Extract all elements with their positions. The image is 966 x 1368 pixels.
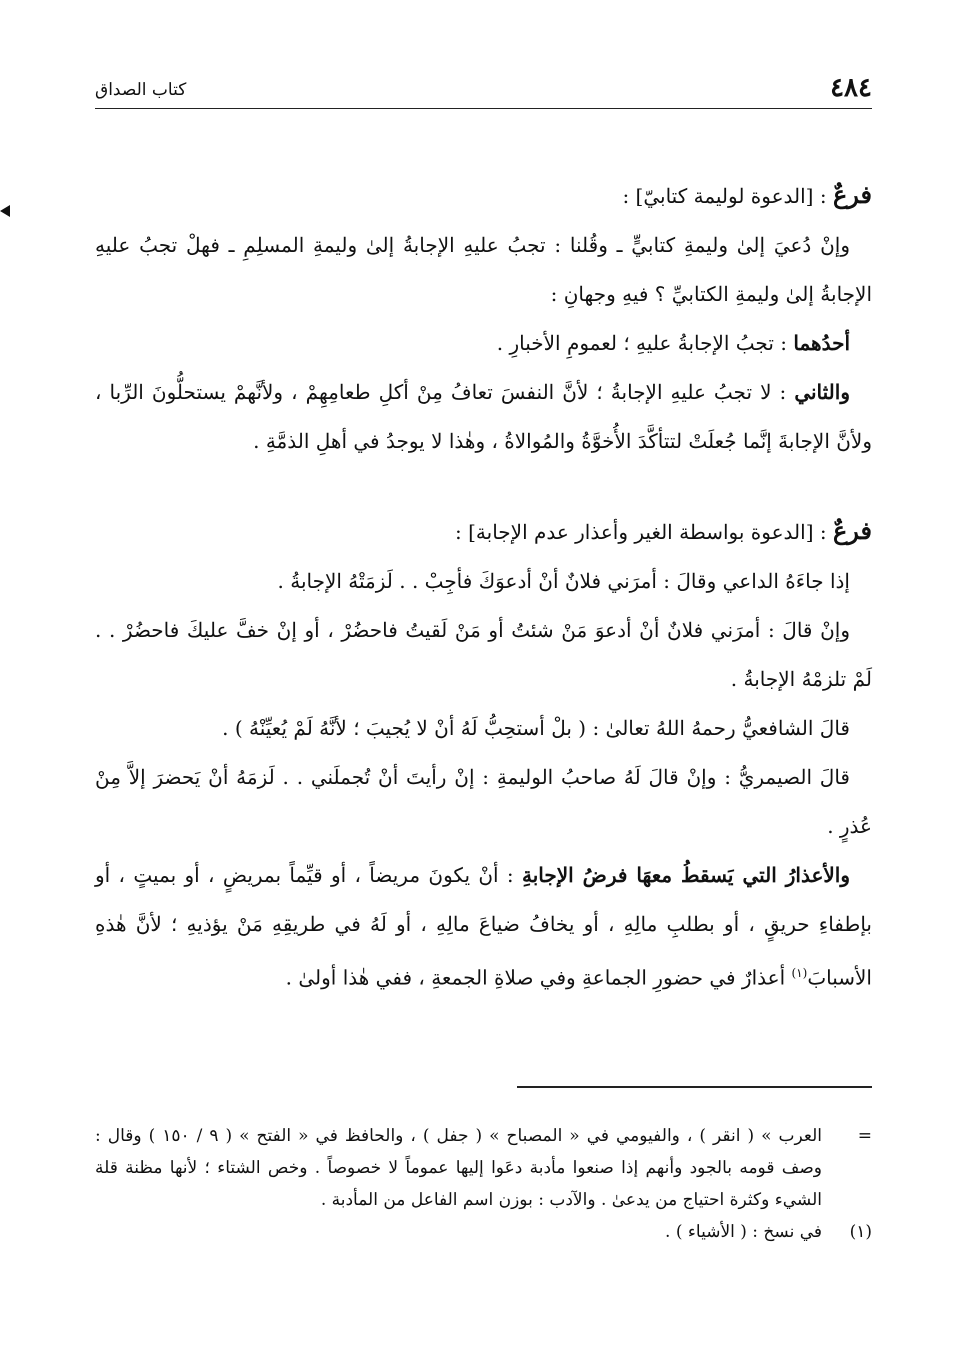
- paragraph-text: وإنْ دُعيَ إلىٰ وليمةِ كتابيٍّ ـ وقُلنا : تجبُ عليهِ الإجابةُ إلىٰ وليمةِ المسلِمِ ـ فهلْ تجبُ عليهِ الإجابةُ إلىٰ وليمةِ الكتابيِّ ؟ فيهِ وجهانِ :: [95, 233, 872, 306]
- paragraph: [95, 753, 872, 851]
- heading-keyword: فرعٌ: [832, 180, 872, 209]
- main-text: [95, 170, 872, 1003]
- footnote-continuation: [95, 1120, 872, 1216]
- footnote-ref[interactable]: (١): [791, 966, 808, 980]
- paragraph-text-after: أعذارٌ في حضورِ الجماعةِ وفي صلاةِ الجمعةِ ، ففي هٰذا أولىٰ .: [285, 965, 792, 990]
- section-heading: [95, 170, 872, 221]
- section-kitabi-invitation: [95, 170, 872, 466]
- section-invitation-excuses: [95, 506, 872, 1003]
- margin-arrow-icon: [0, 205, 10, 217]
- paragraph-text: قالَ الشافعيُّ رحمهُ اللهُ تعالىٰ : ( بلْ أستحِبُّ لَهُ أنْ لا يُجيبَ ؛ لأنَّهُ لَمْ يُعيِّنْهُ ) .: [222, 716, 850, 740]
- paragraph-text: : تجبُ الإجابةُ عليهِ ؛ لعمومِ الأخبارِ .: [496, 331, 794, 355]
- paragraph: [95, 319, 872, 368]
- paragraph-text: إذا جاءَهُ الداعي وقالَ : أمرَني فلانٌ أنْ أدعوَكَ فأجِبْ . . لَزمَتْهُ الإجابةُ .: [277, 569, 850, 593]
- footnotes: [95, 1120, 872, 1248]
- footnote-text: العرب » ( انقر ) ، والفيومي في « المصباح » ( جفل ) ، والحافظ في « الفتح » ( ٩ / ١٥٠ ) وقال : وصف قومه بالجود وأنهم إذا صنعوا مأدبة دعَوا إليها عموماً لا خصوصاً . وخص الشتاء ؛ لأنها مظنة قلة الشيء وكثرة احتياج من يدعىٰ . والآدب : بوزن اسم الفاعل من المأدبة .: [95, 1126, 822, 1210]
- footnote: [95, 1216, 872, 1248]
- footnote-number: (١): [849, 1222, 872, 1242]
- paragraph: [95, 221, 872, 319]
- page-number: ٤٨٤: [830, 73, 872, 103]
- paragraph-lead: أحدُهما: [793, 331, 850, 355]
- heading-title: : [الدعوة بواسطة الغير وأعذار عدم الإجابة] :: [455, 520, 833, 544]
- paragraph-text: قالَ الصيمريُّ : وإنْ قالَ لَهُ صاحبُ الوليمةِ : إنْ رأيتَ أنْ تُجملَني . . لَزمَهُ أنْ يَحضرَ إلاَّ مِنْ عُذرٍ .: [95, 765, 872, 838]
- paragraph: [95, 704, 872, 753]
- footnote-text: في نسخ : ( الأشياء ) .: [665, 1222, 822, 1242]
- running-title: كتاب الصداق: [95, 80, 187, 100]
- continuation-marker: =: [857, 1126, 872, 1146]
- paragraph: [95, 606, 872, 704]
- paragraph: [95, 557, 872, 606]
- paragraph: [95, 851, 872, 1003]
- paragraph: [95, 368, 872, 466]
- paragraph-lead: والأعذارُ التي يَسقطُ معهَا فرضُ الإجابةِ: [522, 863, 851, 887]
- paragraph-lead: والثاني: [794, 380, 850, 404]
- paragraph-text: : لا تجبُ عليهِ الإجابةُ ؛ لأنَّ النفسَ تعافُ مِنْ أكلِ طعامِهِمْ ، ولأنَّهمْ يستحلُّونَ الرِّبا ، ولأنَّ الإجابةَ إنَّما جُعلَتْ لتتأكَّدَ الأُخوَّةُ والمُوالاةُ ، وهٰذا لا يوجدُ في أهلِ الذمَّةِ .: [95, 380, 872, 453]
- paragraph-text: : أنْ يكونَ مريضاً ، أو قيِّماً بمريضٍ ، أو بميتٍ ، أو بإطفاءِ حريقٍ ، أو بطلبِ مالِهِ ، أو يخافُ ضياعَ مالِهِ ، أو لَهُ في طريقِهِ مَنْ يؤذيهِ ؛ لأنَّ هٰذهِ الأسبابَ: [95, 863, 872, 990]
- heading-title: : [الدعوة لوليمة كتابيّ] :: [622, 184, 833, 208]
- heading-keyword: فرعٌ: [832, 516, 872, 545]
- page-header: [95, 72, 872, 109]
- section-heading: [95, 506, 872, 557]
- paragraph-text: وإنْ قالَ : أمرَني فلانٌ أنْ أدعوَ مَنْ شئتُ أو مَنْ لَقيتُ فاحضُرْ ، أو إنْ خفَّ عليكَ فاحضُرْ . . لَمْ تلزمْهُ الإجابةُ .: [95, 618, 872, 691]
- footnote-divider: [517, 1086, 872, 1088]
